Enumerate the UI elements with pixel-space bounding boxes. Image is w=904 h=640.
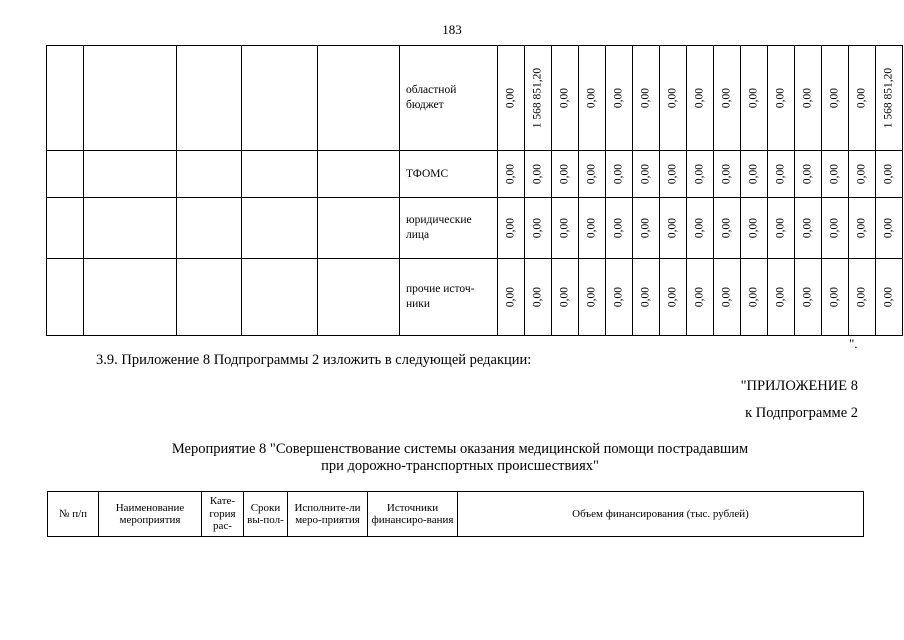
- value-text: 0,00: [801, 286, 814, 308]
- value-cell: [498, 46, 525, 151]
- value-cell: [795, 46, 822, 151]
- empty-cell: [47, 198, 84, 259]
- value-text: 0,00: [801, 217, 814, 239]
- value-text: 0,00: [720, 217, 733, 239]
- value-text: 0,00: [585, 286, 598, 308]
- value-text: 0,00: [747, 87, 760, 109]
- value-cell: [714, 151, 741, 198]
- empty-cell: [318, 151, 400, 198]
- source-cell: ТФОМС: [400, 151, 498, 198]
- value-text: 0,00: [801, 163, 814, 185]
- value-cell: [768, 259, 795, 336]
- appendix-heading: "ПРИЛОЖЕНИЕ 8: [740, 378, 858, 394]
- value-cell: [687, 198, 714, 259]
- value-text: 0,00: [828, 286, 841, 308]
- value-cell: [498, 259, 525, 336]
- value-cell: [687, 151, 714, 198]
- value-cell: [498, 151, 525, 198]
- value-cell: [579, 259, 606, 336]
- value-cell: [633, 198, 660, 259]
- value-text: 0,00: [612, 286, 625, 308]
- value-text: 0,00: [639, 163, 652, 185]
- value-cell: [795, 151, 822, 198]
- header-col-executors: Исполните-ли меро-приятия: [288, 492, 368, 537]
- value-text: 0,00: [504, 286, 517, 308]
- value-text: 0,00: [693, 87, 706, 109]
- value-cell: [606, 46, 633, 151]
- value-text: 0,00: [558, 163, 571, 185]
- value-cell: [660, 151, 687, 198]
- value-cell: [552, 198, 579, 259]
- value-text: 0,00: [855, 163, 868, 185]
- empty-cell: [177, 46, 242, 151]
- value-text: 0,00: [585, 217, 598, 239]
- value-text: 0,00: [693, 217, 706, 239]
- value-cell: [525, 151, 552, 198]
- value-text: 0,00: [531, 163, 544, 185]
- value-text: 0,00: [747, 286, 760, 308]
- empty-cell: [177, 259, 242, 336]
- value-cell: [876, 151, 903, 198]
- value-cell: [660, 198, 687, 259]
- value-text: 0,00: [720, 163, 733, 185]
- value-text: 0,00: [639, 87, 652, 109]
- value-cell: [660, 259, 687, 336]
- value-text: 0,00: [666, 87, 679, 109]
- value-text: 0,00: [747, 217, 760, 239]
- value-cell: [633, 46, 660, 151]
- value-cell: [525, 46, 552, 151]
- empty-cell: [242, 151, 318, 198]
- value-text: 0,00: [855, 87, 868, 109]
- value-cell: [606, 151, 633, 198]
- value-text: 0,00: [558, 286, 571, 308]
- event-title: [0, 441, 904, 475]
- financing-row: [47, 198, 903, 259]
- value-cell: [498, 198, 525, 259]
- value-cell: [849, 46, 876, 151]
- value-cell: [849, 151, 876, 198]
- closing-quote: ".: [849, 336, 858, 351]
- empty-cell: [84, 46, 177, 151]
- source-cell: юридические лица: [400, 198, 498, 259]
- value-text: 0,00: [693, 286, 706, 308]
- header-col-category: Кате-гория рас-: [202, 492, 244, 537]
- source-cell: областной бюджет: [400, 46, 498, 151]
- value-text: 1 568 851,20: [531, 67, 544, 129]
- financing-row: [47, 46, 903, 151]
- value-text: 0,00: [882, 217, 895, 239]
- value-cell: [525, 198, 552, 259]
- empty-cell: [177, 151, 242, 198]
- value-text: 0,00: [504, 163, 517, 185]
- value-cell: [768, 198, 795, 259]
- value-cell: [822, 198, 849, 259]
- value-text: 1 568 851,20: [882, 67, 895, 129]
- value-text: 0,00: [666, 217, 679, 239]
- value-cell: [579, 198, 606, 259]
- page-number: 183: [442, 22, 462, 37]
- empty-cell: [47, 151, 84, 198]
- value-cell: [768, 46, 795, 151]
- value-text: 0,00: [855, 217, 868, 239]
- financing-row: [47, 151, 903, 198]
- value-cell: [822, 46, 849, 151]
- empty-cell: [242, 46, 318, 151]
- empty-cell: [84, 198, 177, 259]
- value-text: 0,00: [774, 217, 787, 239]
- value-cell: [822, 259, 849, 336]
- value-cell: [714, 46, 741, 151]
- value-cell: [795, 198, 822, 259]
- value-text: 0,00: [585, 163, 598, 185]
- value-cell: [633, 151, 660, 198]
- value-cell: [552, 259, 579, 336]
- empty-cell: [242, 259, 318, 336]
- value-cell: [579, 46, 606, 151]
- empty-cell: [47, 259, 84, 336]
- empty-cell: [177, 198, 242, 259]
- amendment-paragraph: 3.9. Приложение 8 Подпрограммы 2 изложить в следующей редакции:: [96, 352, 532, 368]
- header-col-terms: Сроки вы-пол-: [244, 492, 288, 537]
- value-text: 0,00: [774, 87, 787, 109]
- value-cell: [741, 259, 768, 336]
- value-text: 0,00: [666, 163, 679, 185]
- value-cell: [876, 259, 903, 336]
- value-cell: [741, 151, 768, 198]
- empty-cell: [318, 259, 400, 336]
- value-text: 0,00: [612, 87, 625, 109]
- value-cell: [606, 198, 633, 259]
- value-cell: [660, 46, 687, 151]
- value-cell: [795, 259, 822, 336]
- value-cell: [714, 259, 741, 336]
- value-cell: [822, 151, 849, 198]
- value-cell: [525, 259, 552, 336]
- value-cell: [687, 259, 714, 336]
- value-text: 0,00: [720, 87, 733, 109]
- empty-cell: [318, 46, 400, 151]
- financing-table: [46, 45, 903, 336]
- value-text: 0,00: [558, 87, 571, 109]
- value-text: 0,00: [666, 286, 679, 308]
- value-text: 0,00: [801, 87, 814, 109]
- header-col-sources: Источники финансиро-вания: [368, 492, 458, 537]
- value-cell: [552, 151, 579, 198]
- value-cell: [849, 198, 876, 259]
- value-text: 0,00: [828, 217, 841, 239]
- financing-row: [47, 259, 903, 336]
- appendix-subheading: к Подпрограмме 2: [745, 405, 858, 421]
- value-text: 0,00: [612, 217, 625, 239]
- value-cell: [876, 198, 903, 259]
- value-cell: [633, 259, 660, 336]
- value-text: 0,00: [882, 286, 895, 308]
- value-text: 0,00: [828, 87, 841, 109]
- value-text: 0,00: [882, 163, 895, 185]
- value-cell: [768, 151, 795, 198]
- value-text: 0,00: [639, 286, 652, 308]
- value-cell: [579, 151, 606, 198]
- value-text: 0,00: [693, 163, 706, 185]
- event-title-line2: при дорожно-транспортных происшествиях": [321, 458, 599, 474]
- value-text: 0,00: [720, 286, 733, 308]
- value-text: 0,00: [612, 163, 625, 185]
- value-cell: [606, 259, 633, 336]
- value-cell: [552, 46, 579, 151]
- value-cell: [714, 198, 741, 259]
- value-cell: [687, 46, 714, 151]
- value-text: 0,00: [855, 286, 868, 308]
- value-cell: [849, 259, 876, 336]
- value-text: 0,00: [774, 286, 787, 308]
- value-cell: [876, 46, 903, 151]
- empty-cell: [242, 198, 318, 259]
- empty-cell: [84, 151, 177, 198]
- value-cell: [741, 46, 768, 151]
- header-col-name: Наименование мероприятия: [99, 492, 202, 537]
- value-text: 0,00: [504, 87, 517, 109]
- event-title-line1: Мероприятие 8 "Совершенствование системы оказания медицинской помощи пострадавшим: [171, 441, 749, 457]
- empty-cell: [47, 46, 84, 151]
- value-text: 0,00: [639, 217, 652, 239]
- source-cell: прочие источ-ники: [400, 259, 498, 336]
- empty-cell: [318, 198, 400, 259]
- value-text: 0,00: [531, 217, 544, 239]
- value-text: 0,00: [504, 217, 517, 239]
- header-col-volume: Объем финансирования (тыс. рублей): [458, 492, 864, 537]
- value-text: 0,00: [558, 217, 571, 239]
- header-col-number: № п/п: [48, 492, 99, 537]
- empty-cell: [84, 259, 177, 336]
- value-text: 0,00: [774, 163, 787, 185]
- value-text: 0,00: [747, 163, 760, 185]
- header-table: [47, 491, 864, 537]
- value-text: 0,00: [585, 87, 598, 109]
- value-text: 0,00: [531, 286, 544, 308]
- value-text: 0,00: [828, 163, 841, 185]
- value-cell: [741, 198, 768, 259]
